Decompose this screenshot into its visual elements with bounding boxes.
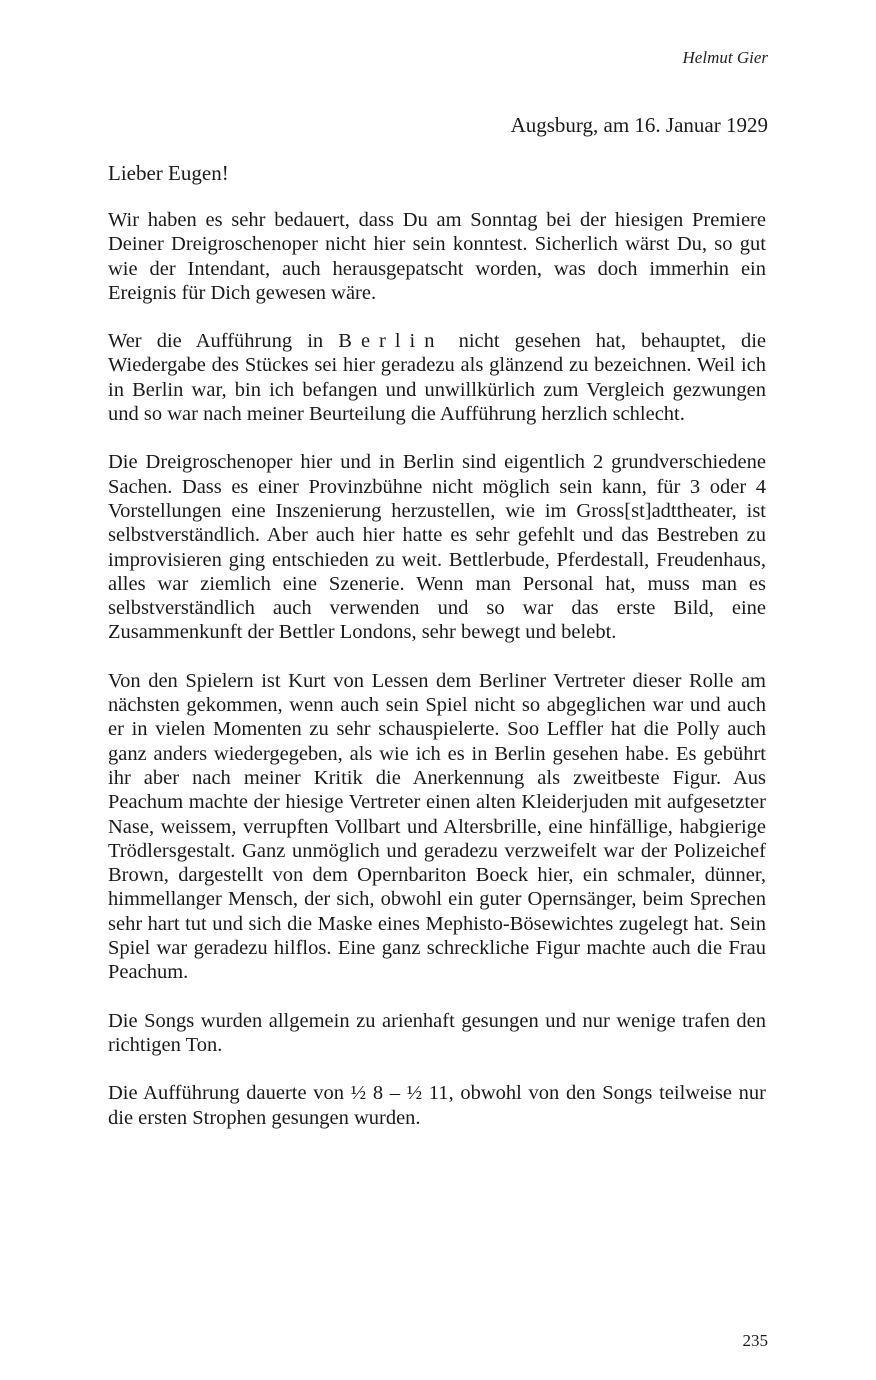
paragraph-2	[108, 329, 766, 426]
paragraph-6: Die Aufführung dauerte von ½ 8 – ½ 11, obwohl von den Songs teilweise nur die ersten Strophen gesungen wurden.	[108, 1082, 766, 1129]
paragraph-2-rest: nicht gesehen hat, behauptet, die Wiedergabe des Stückes sei hier geradezu als glänzend zu bezeichnen. Weil ich in Berlin war, bin ich befangen und unwillkürlich zum Vergleich gezwungen und so war nach meiner Beurteilung die Aufführung herzlich schlecht.	[108, 330, 766, 426]
letter-salutation: Lieber Eugen!	[108, 161, 229, 185]
paragraph-3: Die Dreigroschenoper hier und in Berlin sind eigentlich 2 grundverschiedene Sachen. Dass es einer Provinzbühne nicht möglich sein kann, für 3 oder 4 Vorstellungen eine Inszenierung herzustellen, wie im Gross[st]adttheater, ist selbstverständlich. Aber auch hier hatte es sehr gefehlt und das Bestreben zu improvisieren ging entschieden zu weit. Bettlerbude, Pferdestall, Freudenhaus, alles war ziemlich eine Szenerie. Wenn man Personal hat, muss man es selbstverständlich auch verwenden und so war das erste Bild, eine Zusammenkunft der Bettler Londons, sehr bewegt und belebt.	[108, 451, 766, 644]
paragraph-2-spaced-word: Berlin	[338, 330, 444, 353]
page-number: 235	[742, 1331, 768, 1350]
paragraph-5: Die Songs wurden allgemein zu arienhaft gesungen und nur wenige trafen den richtigen Ton.	[108, 1009, 766, 1056]
running-header: Helmut Gier	[682, 48, 768, 67]
letter-date-line: Augsburg, am 16. Januar 1929	[510, 113, 768, 137]
letter-body	[108, 208, 766, 1154]
paragraph-1: Wir haben es sehr bedauert, dass Du am Sonntag bei der hiesigen Premiere Deiner Dreigroschenoper nicht hier sein konntest. Sicherlich wärst Du, so gut wie der Intendant, auch herausgepatscht worden, was doch immerhin ein Ereignis für Dich gewesen wäre.	[108, 209, 766, 304]
paragraph-4: Von den Spielern ist Kurt von Lessen dem Berliner Vertreter dieser Rolle am nächsten gekommen, wenn auch sein Spiel nicht so abgeglichen war und auch er in vielen Momenten zu sehr schauspielerte. Soo Leffler hat die Polly auch ganz anders wiedergegeben, als wie ich es in Berlin gesehen habe. Es gebührt ihr aber nach meiner Kritik die Anerkennung als zweitbeste Figur. Aus Peachum machte der hiesige Vertreter einen alten Kleiderjuden mit aufgesetzter Nase, weissem, verrupften Vollbart und Altersbrille, eine hinfällige, habgierige Trödlersgestalt. Ganz unmöglich und geradezu verzweifelt war der Polizeichef Brown, dargestellt von dem Opernbariton Boeck hier, ein schmaler, dünner, himmellanger Mensch, der sich, obwohl ein guter Opernsänger, beim Sprechen sehr hart tut und sich die Maske eines Mephisto-Bösewichtes zugelegt hat. Sein Spiel war geradezu hilflos. Eine ganz schreckliche Figur machte auch die Frau Peachum.	[108, 669, 766, 984]
paragraph-2-lead: Wer die Aufführung in	[108, 330, 339, 353]
